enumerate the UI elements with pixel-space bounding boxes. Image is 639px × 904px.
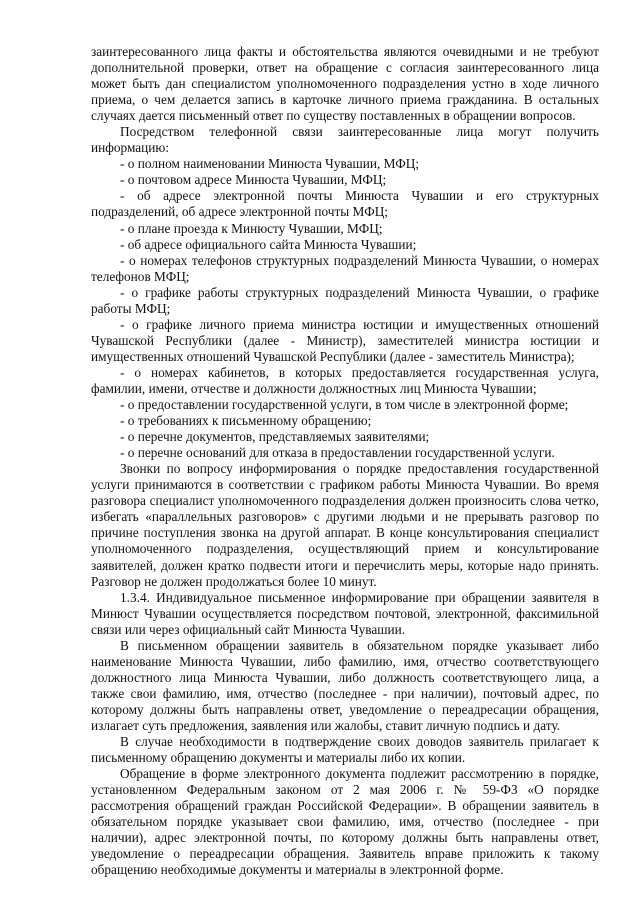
list-item: - о требованиях к письменному обращению;	[120, 413, 372, 429]
paragraph-electronic-request: Обращение в форме электронного документа подлежит рассмотрению в порядке, установленном Федеральным законом от 2 мая 2006 г. № 59-ФЗ «О порядке рассмотрения обращений граждан Российской Федерации». В обращении заявитель в обязательном порядке указывает свои фамилию, имя, отчество (последнее - при наличии), адрес электронной почты, по которому должны быть направлены ответ, уведомление о переадресации обращения. Заявитель вправе приложить к такому обращению необходимые документы и материалы в электронной форме.	[91, 766, 599, 878]
list-item: - о номерах кабинетов, в которых предоставляется государственная услуга, фамилии, имени, отчестве и должности должностных лиц Минюста Чувашии;	[91, 364, 599, 396]
paragraph-section-1-3-4: 1.3.4. Индивидуальное письменное информирование при обращении заявителя в Минюст Чувашии осуществляется посредством почтовой, электронной, факсимильной связи или через официальный сайт Минюста Чувашии.	[91, 589, 599, 637]
list-item: - о графике личного приема министра юстиции и имущественных отношений Чувашской Республики (далее - Министр), заместителей министра юстиции и имущественных отношений Чувашской Республики (далее - заместитель Министра);	[91, 316, 599, 364]
list-item: - об адресе электронной почты Минюста Чувашии и его структурных подразделений, об адресе электронной почты МФЦ;	[91, 188, 599, 220]
list-item: - о графике работы структурных подразделений Минюста Чувашии, о графике работы МФЦ;	[91, 284, 599, 316]
list-item: - о предоставлении государственной услуги, в том числе в электронной форме;	[120, 397, 569, 413]
list-item: - об адресе официального сайта Минюста Чувашии;	[120, 236, 417, 252]
list-item: - о номерах телефонов структурных подразделений Минюста Чувашии, о номерах телефонов МФЦ;	[91, 252, 599, 284]
list-item: - о полном наименовании Минюста Чувашии, МФЦ;	[120, 156, 420, 172]
paragraph-attachments: В случае необходимости в подтверждение своих доводов заявитель прилагает к письменному обращению документы и материалы либо их копии.	[91, 734, 599, 766]
paragraph-written-request: В письменном обращении заявитель в обязательном порядке указывает либо наименование Минюста Чувашии, либо фамилию, имя, отчество соответствующего должностного лица Минюста Чувашии, либо должность соответствующего лица, а также свои фамилию, имя, отчество (последнее - при наличии), почтовый адрес, по которому должны быть направлены ответ, уведомление о переадресации обращения, излагает суть предложения, заявления или жалобы, ставит личную подпись и дату.	[91, 637, 599, 733]
paragraph-calls: Звонки по вопросу информирования о порядке предоставления государственной услуги принимаются в соответствии с графиком работы Минюста Чувашии. Во время разговора специалист уполномоченного подразделения должен произносить слова четко, избегать «параллельных разговоров» с другими людьми и не прерывать разговор по причине поступления звонка на другой аппарат. В конце консультирования специалист уполномоченного подразделения, осуществляющий прием и консультирование заявителей, должен кратко подвести итоги и перечислить меры, которые надо принять. Разговор не должен продолжаться более 10 минут.	[91, 461, 599, 589]
paragraph-phone-intro: Посредством телефонной связи заинтересованные лица могут получить информацию:	[91, 124, 599, 156]
list-item: - о перечне оснований для отказа в предоставлении государственной услуги.	[120, 445, 555, 461]
paragraph-continuation: заинтересованного лица факты и обстоятельства являются очевидными и не требуют дополнительной проверки, ответ на обращение с согласия заинтересованного лица может быть дан специалистом уполномоченного подразделения устно в ходе личного приема, о чем делается запись в карточке личного приема гражданина. В остальных случаях дается письменный ответ по существу поставленных в обращении вопросов.	[91, 44, 599, 124]
list-item: - о перечне документов, представляемых заявителями;	[120, 429, 430, 445]
list-item: - о почтовом адресе Минюста Чувашии, МФЦ;	[120, 172, 387, 188]
list-item: - о плане проезда к Минюсту Чувашии, МФЦ;	[120, 220, 383, 236]
